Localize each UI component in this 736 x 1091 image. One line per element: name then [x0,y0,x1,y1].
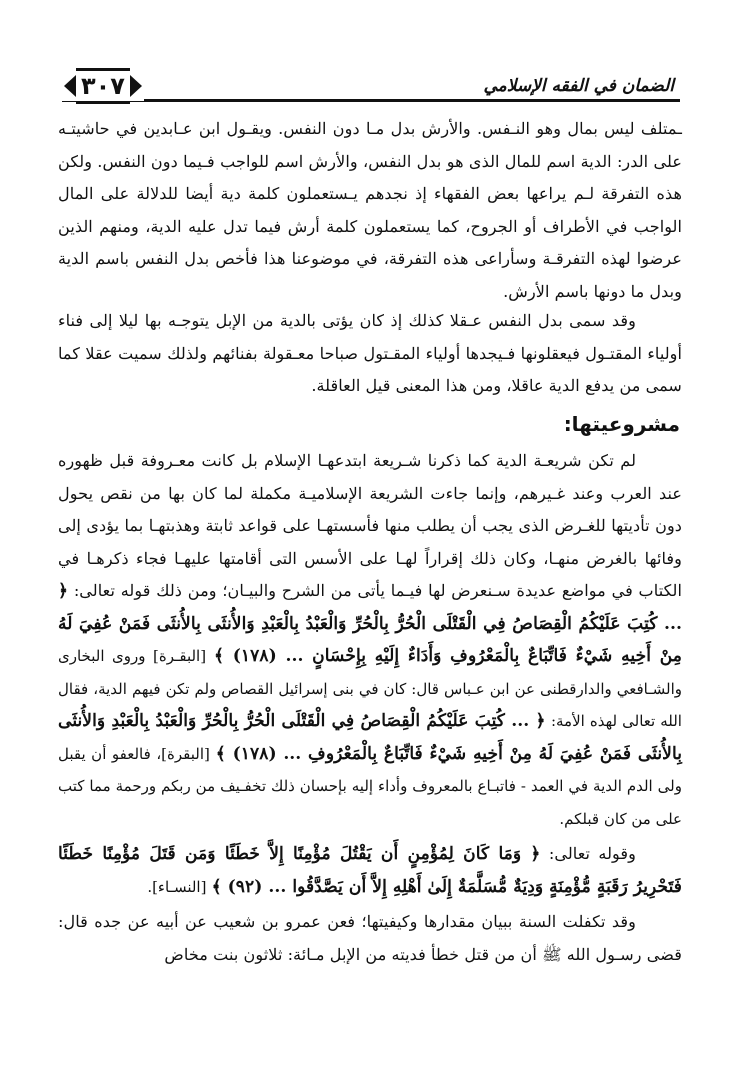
page-number-right-ornament [130,75,142,97]
page-number-box [62,71,144,101]
paragraph-3-citation-2: [البقرة]، فالعفو أن يقبل ولى الدم الدية في العمد - فاتبـاع بالمعروف وأداء إليه بإحسان ذلك تخفـيف من ربكم ورحمة مما كتب على من كان قبلكم. [58,744,682,828]
header-rule [62,99,680,102]
quran-verse-baqarah-2: ﴿ ... كُتِبَ عَلَيْكُمُ الْقِصَاصُ فِي الْقَتْلَى الْحُرُّ بِالْحُرِّ وَالْعَبْدُ بِالْعَبْدِ وَالأُنثَى بِالأُنثَى فَمَنْ عُفِيَ لَهُ مِنْ أَخِيهِ شَيْءٌ فَاتِّبَاعٌ بِالْمَعْرُوفِ ... (١٧٨) ﴾ [58,711,682,764]
paragraph-3 [58,445,682,835]
paragraph-4-intro: وقوله تعالى: [548,844,636,863]
section-heading: مشروعيتها: [563,412,680,436]
paragraph-3-text: لم تكن شريعـة الدية كما ذكرنا شـريعة ابتدعهـا الإسلام بل كانت معـروفة قبل ظهوره عند العرب وعند غـيرهم، وإنما جاءت الشريعة الإسلاميـة مكملة لما كان بها من نقص يحول دون تأديتها للغـرض الذى يجب أن يطلب منها فأسستهـا على قواعد ثابتة وهذبتهـا بما يؤدى إلى وفائها بالغرض منهـا، وكان ذلك إقراراً لهـا على الأسس التى أقامتها عليهـا فجاء ذكرهـا في الكتاب في مواضع عديدة سـنعرض لها فيـما يأتى من الشرح والبيـان؛ ومن ذلك قوله تعالى: [58,451,682,600]
quran-verse-baqarah-1: ﴿ ... كُتِبَ عَلَيْكُمُ الْقِصَاصُ فِي الْقَتْلَى الْحُرُّ بِالْحُرِّ وَالْعَبْدُ بِالْعَبْدِ وَالأُنثَى بِالأُنثَى فَمَنْ عُفِيَ لَهُ مِنْ أَخِيهِ شَيْءٌ فَاتِّبَاعٌ بِالْمَعْرُوفِ وَأَدَاءٌ إِلَيْهِ بِإِحْسَانٍ ... (١٧٨) ﴾ [58,581,682,666]
paragraph-1-text: ـمتلف ليس بمال وهو النـفس. والأرش بدل مـا دون النفس. ويقـول ابن عـابدين في حاشيتـه على الدر: الدية اسم للمال الذى هو بدل النفس، والأرش اسم للواجب فـيما دون النفس. ولكن هذه التفرقة لـم يراعها بعض الفقهاء إذ نجدهم يـستعملون كلمة دية أيضا للدلالة على المال الواجب في الأطراف أو الجروح، كما يستعملون كلمة أرش فيما تدل عليه الدية، ومنهم الذين عرضوا لهذه التفرقـة وسأراعى هذه التفرقة، في موضوعنا هذا فأخص بدل النفس باسم الدية وبدل ما دونها باسم الأرش. [58,119,682,301]
quran-verse-nisa: ﴿ وَمَا كَانَ لِمُؤْمِنٍ أَن يَقْتُلَ مُؤْمِنًا إِلاَّ خَطَئًا وَمَن قَتَلَ مُؤْمِنًا خَطَئًا فَتَحْرِيرُ رَقَبَةٍ مُّؤْمِنَةٍ وَدِيَةٌ مُّسَلَّمَةٌ إِلَىٰ أَهْلِهِ إِلاَّ أَن يَصَّدَّقُوا ... (٩٢) ﴾ [58,844,682,897]
paragraph-5 [58,906,682,971]
page-number: ٣٠٧ [76,68,130,104]
paragraph-1 [58,113,682,308]
page-number-left-ornament [64,75,76,97]
header-title: الضمان في الفقه الإسلامي [483,76,674,96]
paragraph-4-citation: [النسـاء]. [147,877,207,896]
paragraph-2-text: وقد سمى بدل النفس عـقلا كذلك إذ كان يؤتى بالدية من الإبل يتوجـه بها ليلا إلى فناء أولياء المقتـول فيعقلونها فـيجدها أولياء المقـتول صباحا معـقولة بفنائهم ولذلك سميت عقلا كما سمى من يدفع الدية عاقلا، ومن هذا المعنى قيل العاقلة. [58,311,682,395]
paragraph-3-citation-1: [البقـرة] وروى البخارى والشـافعي والدارقطنى عن ابن عـباس قال: كان في بنى إسرائيل القصاص ولم تكن فيهم الدية، فقال الله تعالى لهذه الأمة: [58,647,682,730]
paragraph-5-text: وقد تكفلت السنة ببيان مقدارها وكيفيتها؛ فعن عمرو بن شعيب عن أبيه عن جده قال: قضى رسـول الله ﷺ أن من قتل خطأ فديته من الإبل مـائة: ثلاثون بنت مخاض [58,912,682,964]
paragraph-4 [58,838,682,903]
paragraph-2 [58,305,682,403]
running-header [62,66,680,106]
